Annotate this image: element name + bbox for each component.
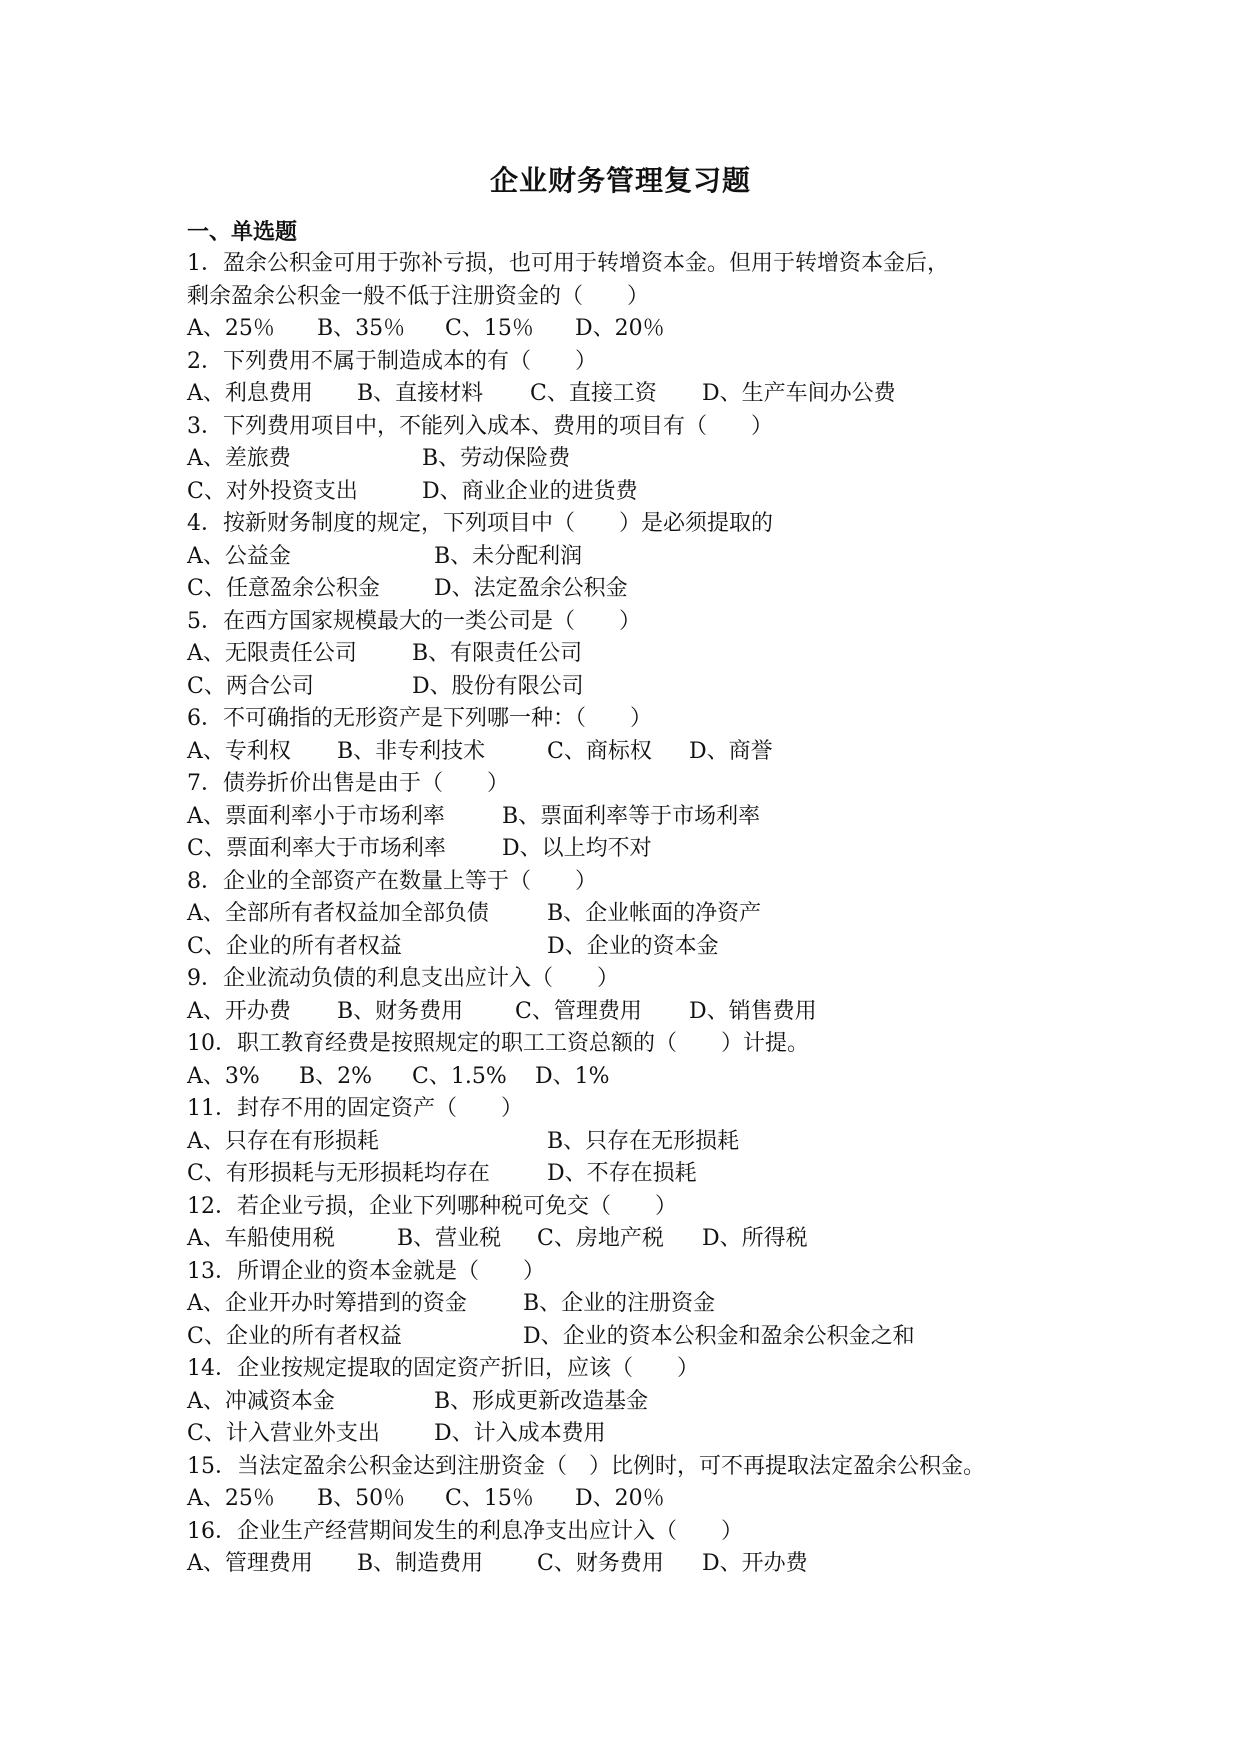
answer-option: B、有限责任公司 xyxy=(412,641,583,666)
page-title: 企业财务管理复习题 xyxy=(489,164,751,197)
answer-option: D、商誉 xyxy=(689,738,773,764)
answer-option: C、15％ xyxy=(445,1486,534,1511)
answer-option: C、两合公司 xyxy=(187,673,314,699)
answer-option: D、不存在损耗 xyxy=(547,1161,697,1186)
answer-option: D、企业的资本金 xyxy=(547,933,719,959)
answer-option: D、以上均不对 xyxy=(502,836,652,861)
answer-option: A、无限责任公司 xyxy=(187,641,357,666)
answer-option: D、商业企业的进货费 xyxy=(422,478,638,504)
answer-option: A、管理费用 xyxy=(187,1551,313,1576)
answer-option: D、开办费 xyxy=(702,1551,808,1576)
answer-option: B、劳动保险费 xyxy=(422,446,571,471)
answer-option: D、所得税 xyxy=(702,1226,808,1251)
question-stem: 15．当法定盈余公积金达到注册资金（ ）比例时，可不再提取法定盈余公积金。 xyxy=(187,1453,985,1479)
answer-option: B、未分配利润 xyxy=(434,543,583,569)
answer-option: B、50％ xyxy=(317,1486,406,1511)
question-stem: 4．按新财务制度的规定，下列项目中（ ）是必须提取的 xyxy=(187,511,773,536)
option-row xyxy=(187,801,1087,834)
answer-option: D、销售费用 xyxy=(689,998,817,1024)
answer-option: B、非专利技术 xyxy=(337,738,486,764)
answer-option: A、冲减资本金 xyxy=(187,1388,335,1414)
answer-option: A、车船使用税 xyxy=(187,1226,335,1251)
answer-option: C、企业的所有者权益 xyxy=(187,1323,402,1349)
question-stem: 7．债券折价出售是由于（ ） xyxy=(187,771,509,796)
answer-option: B、票面利率等于市场利率 xyxy=(502,803,761,829)
option-row xyxy=(187,1418,1087,1451)
answer-option: B、企业的注册资金 xyxy=(523,1291,716,1316)
question-stem: 剩余盈余公积金一般不低于注册资金的（ ） xyxy=(187,283,650,309)
option-row xyxy=(187,931,1087,964)
answer-option: D、股份有限公司 xyxy=(412,673,584,699)
question-stem: 1．盈余公积金可用于弥补亏损，也可用于转增资本金。但用于转增资本金后， xyxy=(187,251,949,276)
question-stem: 10．职工教育经费是按照规定的职工工资总额的（ ）计提。 xyxy=(187,1031,809,1056)
option-row xyxy=(187,476,1087,509)
option-row xyxy=(187,736,1087,769)
option-row xyxy=(187,1386,1087,1419)
question-stem: 3．下列费用项目中，不能列入成本、费用的项目有（ ） xyxy=(187,413,773,439)
answer-option: A、利息费用 xyxy=(187,381,313,406)
answer-option: B、35％ xyxy=(317,316,406,341)
answer-option: C、票面利率大于市场利率 xyxy=(187,836,446,861)
option-row xyxy=(187,638,1087,671)
answer-option: B、只存在无形损耗 xyxy=(547,1128,740,1154)
option-row xyxy=(187,671,1087,704)
option-row xyxy=(187,898,1087,931)
answer-option: A、开办费 xyxy=(187,998,291,1024)
answer-option: C、计入营业外支出 xyxy=(187,1421,380,1446)
option-row xyxy=(187,833,1087,866)
option-row xyxy=(187,1321,1087,1354)
answer-option: C、房地产税 xyxy=(537,1226,664,1251)
question-stem: 2．下列费用不属于制造成本的有（ ） xyxy=(187,348,597,374)
answer-option: B、制造费用 xyxy=(357,1551,484,1576)
option-row xyxy=(187,541,1087,574)
question-stem: 16．企业生产经营期间发生的利息净支出应计入（ ） xyxy=(187,1518,743,1544)
section-title: 一、单选题 xyxy=(187,219,298,245)
question-stem: 12．若企业亏损，企业下列哪种税可免交（ ） xyxy=(187,1193,677,1219)
option-row xyxy=(187,1223,1087,1256)
answer-option: B、2% xyxy=(299,1063,373,1089)
question-stem: 11．封存不用的固定资产（ ） xyxy=(187,1096,523,1121)
answer-option: A、3% xyxy=(187,1063,260,1089)
answer-option: A、公益金 xyxy=(187,543,291,569)
option-row xyxy=(187,1548,1087,1581)
question-stem: 13．所谓企业的资本金就是（ ） xyxy=(187,1258,545,1284)
answer-option: C、有形损耗与无形损耗均存在 xyxy=(187,1161,490,1186)
answer-option: D、1% xyxy=(535,1063,610,1089)
option-row xyxy=(187,313,1087,346)
answer-option: C、管理费用 xyxy=(515,998,642,1024)
answer-option: A、25％ xyxy=(187,1486,275,1511)
answer-option: D、20％ xyxy=(575,316,665,341)
option-row xyxy=(187,1288,1087,1321)
question-stem: 9．企业流动负债的利息支出应计入（ ） xyxy=(187,966,619,991)
answer-option: C、任意盈余公积金 xyxy=(187,576,380,601)
question-stem: 14．企业按规定提取的固定资产折旧，应该（ ） xyxy=(187,1356,699,1381)
answer-option: C、企业的所有者权益 xyxy=(187,933,402,959)
option-row xyxy=(187,1061,1087,1094)
option-row xyxy=(187,378,1087,411)
question-list xyxy=(187,216,1087,1581)
answer-option: B、企业帐面的净资产 xyxy=(547,901,762,926)
answer-option: A、全部所有者权益加全部负债 xyxy=(187,901,489,926)
answer-option: A、票面利率小于市场利率 xyxy=(187,803,445,829)
answer-option: D、计入成本费用 xyxy=(434,1421,606,1446)
option-row xyxy=(187,1126,1087,1159)
answer-option: D、企业的资本公积金和盈余公积金之和 xyxy=(523,1323,915,1349)
answer-option: C、直接工资 xyxy=(530,381,657,406)
question-stem: 5．在西方国家规模最大的一类公司是（ ） xyxy=(187,608,641,634)
answer-option: B、直接材料 xyxy=(357,381,484,406)
answer-option: C、对外投资支出 xyxy=(187,478,358,504)
answer-option: A、专利权 xyxy=(187,738,291,764)
answer-option: C、商标权 xyxy=(547,738,652,764)
answer-option: D、生产车间办公费 xyxy=(702,381,896,406)
question-stem: 6．不可确指的无形资产是下列哪一种：（ ） xyxy=(187,706,652,731)
option-row xyxy=(187,1483,1087,1516)
question-stem: 8．企业的全部资产在数量上等于（ ） xyxy=(187,868,597,894)
answer-option: D、法定盈余公积金 xyxy=(434,576,628,601)
answer-option: B、财务费用 xyxy=(337,998,464,1024)
answer-option: C、1.5% xyxy=(412,1063,507,1089)
option-row xyxy=(187,1158,1087,1191)
answer-option: D、20％ xyxy=(575,1486,665,1511)
answer-option: A、只存在有形损耗 xyxy=(187,1128,379,1154)
answer-option: A、差旅费 xyxy=(187,446,291,471)
answer-option: C、财务费用 xyxy=(537,1551,664,1576)
answer-option: B、形成更新改造基金 xyxy=(434,1388,649,1414)
answer-option: A、25％ xyxy=(187,316,275,341)
answer-option: B、营业税 xyxy=(397,1226,502,1251)
answer-option: A、企业开办时筹措到的资金 xyxy=(187,1291,467,1316)
option-row xyxy=(187,996,1087,1029)
option-row xyxy=(187,443,1087,476)
option-row xyxy=(187,573,1087,606)
answer-option: C、15％ xyxy=(445,316,534,341)
